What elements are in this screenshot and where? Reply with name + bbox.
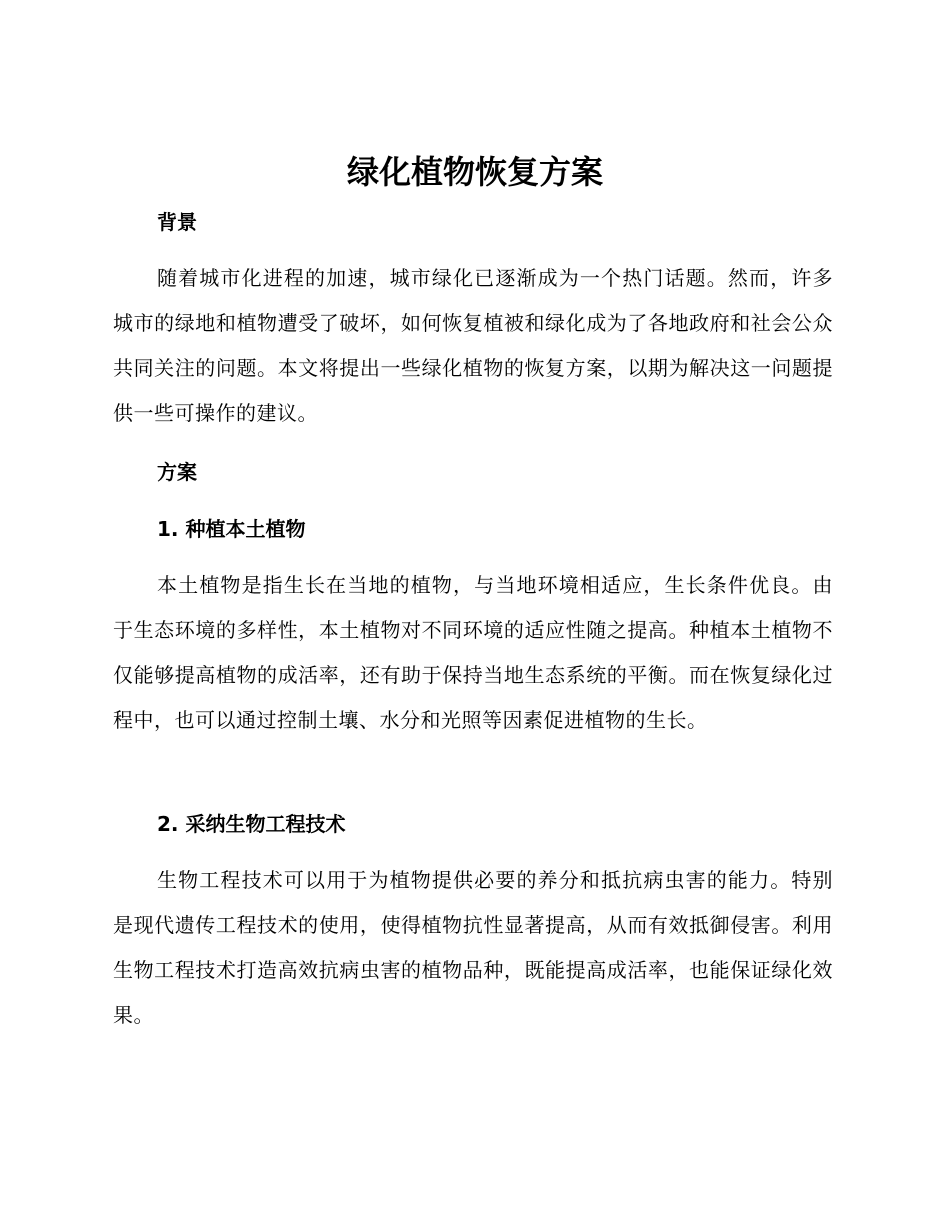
section-heading-plan: 方案 [157, 460, 197, 484]
native-plants-paragraph: 本土植物是指生长在当地的植物，与当地环境相适应，生长条件优良。由于生态环境的多样性，本土植物对不同环境的适应性随之提高。种植本土植物不仅能够提高植物的成活率，还有助于保持当地生态系统的平衡。而在恢复绿化过程中，也可以通过控制土壤、水分和光照等因素促进植物的生长。 [113, 573, 833, 732]
section-heading-background: 背景 [157, 210, 197, 234]
subsection-heading-native-plants: 1. 种植本土植物 [157, 517, 306, 541]
document-title: 绿化植物恢复方案 [346, 153, 603, 191]
background-paragraph: 随着城市化进程的加速，城市绿化已逐渐成为一个热门话题。然而，许多城市的绿地和植物遭受了破坏，如何恢复植被和绿化成为了各地政府和社会公众共同关注的问题。本文将提出一些绿化植物的恢复方案，以期为解决这一问题提供一些可操作的建议。 [113, 266, 833, 425]
subsection-heading-bioengineering: 2. 采纳生物工程技术 [157, 812, 346, 836]
bioengineering-paragraph: 生物工程技术可以用于为植物提供必要的养分和抵抗病虫害的能力。特别是现代遗传工程技术的使用，使得植物抗性显著提高，从而有效抵御侵害。利用生物工程技术打造高效抗病虫害的植物品种，既能提高成活率，也能保证绿化效果。 [113, 868, 833, 1027]
